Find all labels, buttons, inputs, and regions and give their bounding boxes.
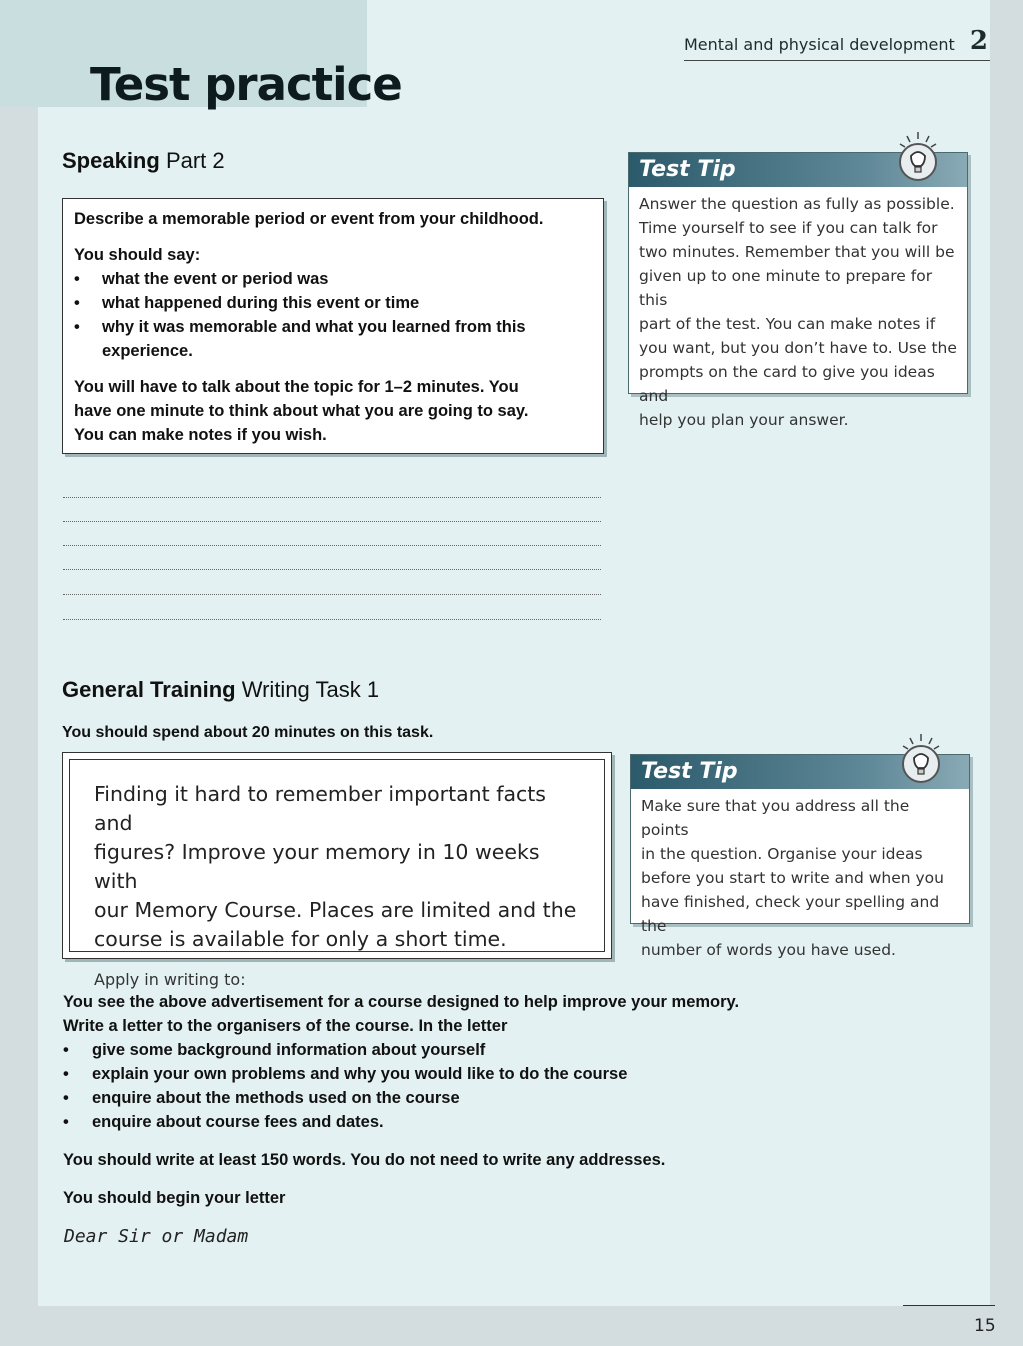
task-card-bullet: • what happened during this event or time <box>74 291 592 315</box>
speaking-heading <box>62 148 225 174</box>
tip-line: number of words you have used. <box>641 941 896 959</box>
time-note: You should spend about 20 minutes on this task. <box>62 724 434 741</box>
instruction-bullet: • enquire about course fees and dates. <box>63 1110 739 1134</box>
notes-line[interactable] <box>63 619 601 620</box>
ad-line: course is available for only a short time. <box>94 927 507 951</box>
speaking-task-card <box>62 198 604 454</box>
advertisement-box <box>62 752 612 989</box>
tip-line: have finished, check your spelling and the <box>641 893 940 935</box>
task-card-note <box>74 375 592 447</box>
writing-instructions <box>63 990 739 1210</box>
word-count-note: You should write at least 150 words. You do not need to write any addresses. <box>63 1151 666 1169</box>
tip-line: Make sure that you address all the points <box>641 797 910 839</box>
tip-line: two minutes. Remember that you will be <box>639 243 955 261</box>
tip-line: part of the test. You can make notes if <box>639 315 936 333</box>
page-number: 15 <box>974 1316 996 1336</box>
instruction-bullet: • give some background information about yourself <box>63 1038 739 1062</box>
instruction-bullet: • enquire about the methods used on the course <box>63 1086 739 1110</box>
tip-line: given up to one minute to prepare for this <box>639 267 933 309</box>
tip-line: prompts on the card to give you ideas and <box>639 363 935 405</box>
footer-rule <box>903 1305 995 1306</box>
task-card-should-say: You should say: <box>74 246 201 264</box>
tip-line: you want, but you don’t have to. Use the <box>639 339 957 357</box>
page-title: Test practice <box>90 58 402 111</box>
tip-title: Test Tip <box>639 157 736 182</box>
task-card-bullet: • why it was memorable and what you learned from this experience. <box>74 315 592 363</box>
notes-line[interactable] <box>63 569 601 570</box>
begin-note: You should begin your letter <box>63 1189 286 1207</box>
tip-body <box>629 187 967 437</box>
task-card-note-line: You will have to talk about the topic for 1–2 minutes. You <box>74 378 519 396</box>
tip-line: in the question. Organise your ideas <box>641 845 923 863</box>
ad-apply: Apply in writing to: <box>94 970 246 989</box>
tip-line: Answer the question as fully as possible. <box>639 195 955 213</box>
ad-line: Finding it hard to remember important facts and <box>94 782 546 835</box>
task-card-prompt: Describe a memorable period or event from your childhood. <box>74 210 544 228</box>
running-head-text: Mental and physical development <box>684 35 955 54</box>
speaking-heading-bold: Speaking <box>62 148 160 173</box>
notes-line[interactable] <box>63 521 601 522</box>
chapter-number: 2 <box>969 26 988 56</box>
writing-heading-bold: General Training <box>62 677 236 702</box>
instruction-bullet: • explain your own problems and why you would like to do the course <box>63 1062 739 1086</box>
instruction-line: You see the above advertisement for a course designed to help improve your memory. <box>63 993 740 1011</box>
tip-line: help you plan your answer. <box>639 411 849 429</box>
instruction-line: Write a letter to the organisers of the course. In the letter <box>63 1017 508 1035</box>
writing-heading <box>62 677 379 703</box>
tip-line: before you start to write and when you <box>641 869 944 887</box>
notes-line[interactable] <box>63 594 601 595</box>
lightbulb-icon <box>897 732 945 788</box>
salutation: Dear Sir or Madam <box>64 1226 249 1247</box>
tip-body <box>631 789 969 967</box>
advertisement-text <box>94 780 580 954</box>
lightbulb-icon <box>894 130 942 186</box>
test-tip-speaking <box>628 152 968 429</box>
instruction-bullets <box>63 1038 739 1134</box>
notes-line[interactable] <box>63 497 601 498</box>
advertisement-inner <box>69 759 605 989</box>
task-card-bullet: • what the event or period was <box>74 267 592 291</box>
tip-line: Time yourself to see if you can talk for <box>639 219 938 237</box>
notes-line[interactable] <box>63 545 601 546</box>
task-card-note-line: have one minute to think about what you are going to say. <box>74 402 529 420</box>
tip-title: Test Tip <box>641 759 738 784</box>
task-card-note-line: You can make notes if you wish. <box>74 426 327 444</box>
writing-heading-part: Writing Task 1 <box>241 677 380 702</box>
ad-line: our Memory Course. Places are limited and the <box>94 898 577 922</box>
speaking-heading-part: Part 2 <box>165 148 225 173</box>
ad-line: figures? Improve your memory in 10 weeks with <box>94 840 540 893</box>
task-card-bullets <box>74 267 592 363</box>
running-head <box>684 26 990 61</box>
